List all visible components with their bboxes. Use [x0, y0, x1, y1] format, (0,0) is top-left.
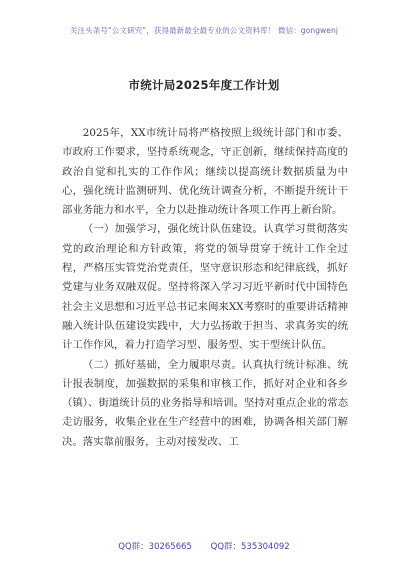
header-note: 关注头条号“公文研究”，获得最新最全最专业的公文资料库！ 微信：gongwenj: [69, 26, 339, 35]
footer-contact: [0, 540, 408, 552]
document-title: 市统计局2025年度工作计划: [128, 78, 280, 92]
paragraph-section-2: （二）抓好基础，全力履职尽责。认真执行统计标准、统计报表制度，加强数据的采集和审核工作，抓好对企业和各乡（镇）、街道统计员的业务指导和培训。坚持对重点企业的常态走访服务，收集企业在生产经营中的困难，协调各相关部门解决。落实靠前服务，主动对接发改、工: [62, 358, 348, 448]
document-body: [62, 124, 348, 452]
footer-qq-group-2: QQ群：535304092: [210, 542, 290, 552]
paragraph-intro: 2025年，XX市统计局将严格按照上级统计部门和市委、市政府工作要求，坚持系统观念，守正创新，继续保持高度的政治自觉和扎实的工作作风；继续以提高统计数据质量为中心，强化统计监测研判、优化统计调查分析，不断提升统计干部业务能力和水平，全力以赴推动统计各项工作再上新台阶。: [62, 127, 348, 217]
footer-qq-group-1: QQ群：30265665: [118, 542, 192, 552]
paragraph-section-1: （一）加强学习，强化统计队伍建设。认真学习贯彻落实党的政治理论和方针政策，将党的领导贯穿于统计工作全过程，严格压实管党治党责任，坚守意识形态和纪律底线，抓好党建与业务双融双促。坚持将深入学习习近平新时代中国特色社会主义思想和习近平总书记来闽来XX考察时的重要讲话精神融入统计队伍建设实践中，大力弘扬敢于担当、求真务实的统计工作作风，着力打造学习型、服务型、实干型统计队伍。: [62, 223, 348, 352]
